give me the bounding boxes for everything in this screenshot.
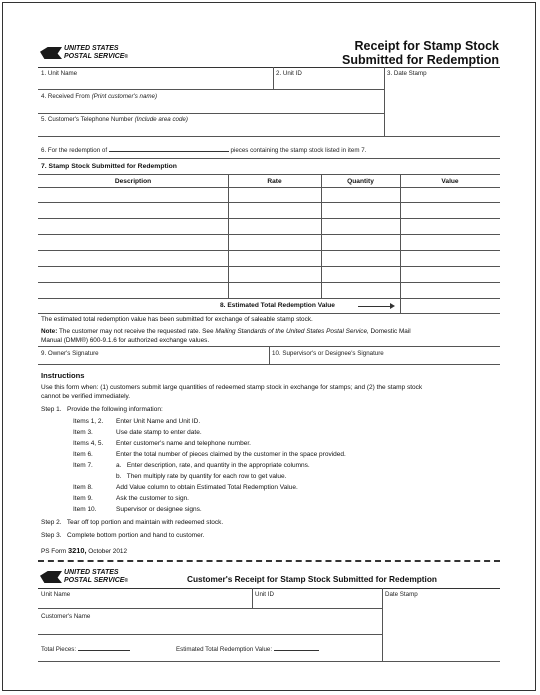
instructions-title: Instructions — [41, 371, 85, 380]
redemption-prefix: 6. For the redemption of — [41, 147, 108, 154]
col-description-header: Description — [114, 178, 152, 185]
instruction-item-key: Item 6. — [73, 451, 93, 458]
logo-line2: POSTAL SERVICE — [64, 52, 125, 60]
form-title-line1: Receipt for Stamp Stock — [354, 39, 499, 53]
logo-line1: UNITED STATES — [64, 569, 119, 576]
instruction-item-key: Item 9. — [73, 495, 93, 502]
step-1: Step 1. Provide the following information: — [41, 406, 163, 413]
instruction-item-key: Items 4, 5. — [73, 440, 104, 447]
owner-signature-field[interactable]: 9. Owner's Signature — [41, 350, 99, 357]
note-line1 — [41, 328, 411, 335]
table-row[interactable] — [38, 218, 500, 219]
redemption-pieces-line — [41, 145, 366, 154]
step-2: Step 2. Tear off top portion and maintain with redeemed stock. — [41, 519, 224, 526]
step-3: Step 3. Complete bottom portion and hand to customer. — [41, 532, 205, 539]
table-row[interactable] — [38, 298, 500, 299]
note-label: Note: — [41, 328, 58, 335]
instruction-item-text: Enter the total number of pieces claimed by the customer in the space provided. — [116, 451, 346, 458]
receipt-title: Customer's Receipt for Stamp Stock Submitted for Redemption — [187, 574, 437, 584]
receipt-total-pieces — [41, 644, 130, 653]
note-text-a: The customer may not receive the requested rate. See — [59, 328, 216, 335]
receipt-unit-id-field[interactable]: Unit ID — [255, 591, 274, 598]
instruction-item-text: Enter Unit Name and Unit ID. — [116, 418, 201, 425]
form-title — [342, 39, 499, 67]
instruction-item-text: b. Then multiply rate by quantity for each row to get value. — [116, 473, 287, 480]
form-number: 3210, — [68, 546, 87, 555]
col-quantity-header: Quantity — [347, 178, 374, 185]
logo-line1: UNITED STATES — [64, 45, 119, 52]
receipt-est-total — [176, 644, 319, 653]
note-dmm-title: Mailing Standards of the United States Postal Service, — [215, 328, 369, 335]
receipt-date-stamp-field[interactable]: Date Stamp — [385, 591, 418, 598]
logo-line2: POSTAL SERVICE — [64, 576, 125, 584]
received-from-hint: (Print customer's name) — [91, 93, 158, 100]
arrow-line — [358, 306, 391, 307]
form-date: October 2012 — [86, 548, 128, 555]
instruction-item-key: Item 3. — [73, 429, 93, 436]
logo-reg: ® — [124, 53, 129, 60]
receipt-unit-name-field[interactable]: Unit Name — [41, 591, 71, 598]
col-rate-header: Rate — [267, 178, 282, 185]
arrow-right-icon — [390, 303, 395, 309]
instruction-item-text: Supervisor or designee signs. — [116, 506, 202, 513]
table-row[interactable] — [38, 250, 500, 251]
form-identifier — [41, 546, 127, 555]
logo-reg: ® — [124, 577, 129, 584]
table-row[interactable] — [38, 266, 500, 267]
instruction-item-text: Enter customer's name and telephone number. — [116, 440, 251, 447]
table-row[interactable] — [38, 202, 500, 203]
total-pieces-blank[interactable] — [78, 644, 130, 651]
instruction-item-key: Item 10. — [73, 506, 97, 513]
pieces-blank[interactable] — [109, 145, 229, 152]
instructions-intro-1: Use this form when: (1) customers submit large quantities of redeemed stamp stock in exchange for stamps; and (2) the stamp stock — [41, 384, 423, 391]
section-7-title: 7. Stamp Stock Submitted for Redemption — [41, 163, 177, 170]
telephone-field[interactable] — [41, 116, 188, 123]
receipt-customer-name-field[interactable]: Customer's Name — [41, 613, 91, 620]
est-total-blank[interactable] — [274, 644, 319, 651]
table-row[interactable] — [38, 282, 500, 283]
unit-name-field[interactable]: 1. Unit Name — [41, 70, 78, 77]
est-total-label: Estimated Total Redemption Value: — [176, 646, 273, 653]
total-pieces-label: Total Pieces: — [41, 646, 77, 653]
instructions-intro-2: cannot be verified immediately. — [41, 393, 131, 400]
note-text-b: Domestic Mail — [368, 328, 411, 335]
col-value-header: Value — [441, 178, 459, 185]
supervisor-signature-field[interactable]: 10. Supervisor's or Designee's Signature — [272, 350, 384, 357]
form-id-prefix: PS Form — [41, 548, 68, 555]
total-value-label: 8. Estimated Total Redemption Value — [220, 302, 335, 309]
tear-off-line — [38, 560, 500, 562]
instruction-item-text: Add Value column to obtain Estimated Total Redemption Value. — [116, 484, 298, 491]
received-from-label: 4. Received From — [41, 93, 90, 100]
received-from-field[interactable] — [41, 93, 157, 100]
unit-id-field[interactable]: 2. Unit ID — [276, 70, 302, 77]
telephone-label: 5. Customer's Telephone Number — [41, 116, 133, 123]
instruction-item-key: Item 8. — [73, 484, 93, 491]
instruction-item-key: Items 1, 2. — [73, 418, 104, 425]
note-line2: Manual (DMM®) 600-9.1.6 for authorized exchange values. — [41, 337, 210, 344]
table-row[interactable] — [38, 234, 500, 235]
redemption-suffix: pieces containing the stamp stock listed in item 7. — [230, 147, 367, 154]
form-title-line2: Submitted for Redemption — [342, 53, 499, 67]
instruction-item-text: Use date stamp to enter date. — [116, 429, 202, 436]
instruction-item-text: Ask the customer to sign. — [116, 495, 189, 502]
telephone-hint: (Include area code) — [134, 116, 188, 123]
date-stamp-field[interactable]: 3. Date Stamp — [387, 70, 427, 77]
instruction-item-text: a. Enter description, rate, and quantity in the appropriate columns. — [116, 462, 310, 469]
estimated-statement: The estimated total redemption value has been submitted for exchange of saleable stamp stock. — [41, 316, 313, 323]
instruction-item-key: Item 7. — [73, 462, 93, 469]
